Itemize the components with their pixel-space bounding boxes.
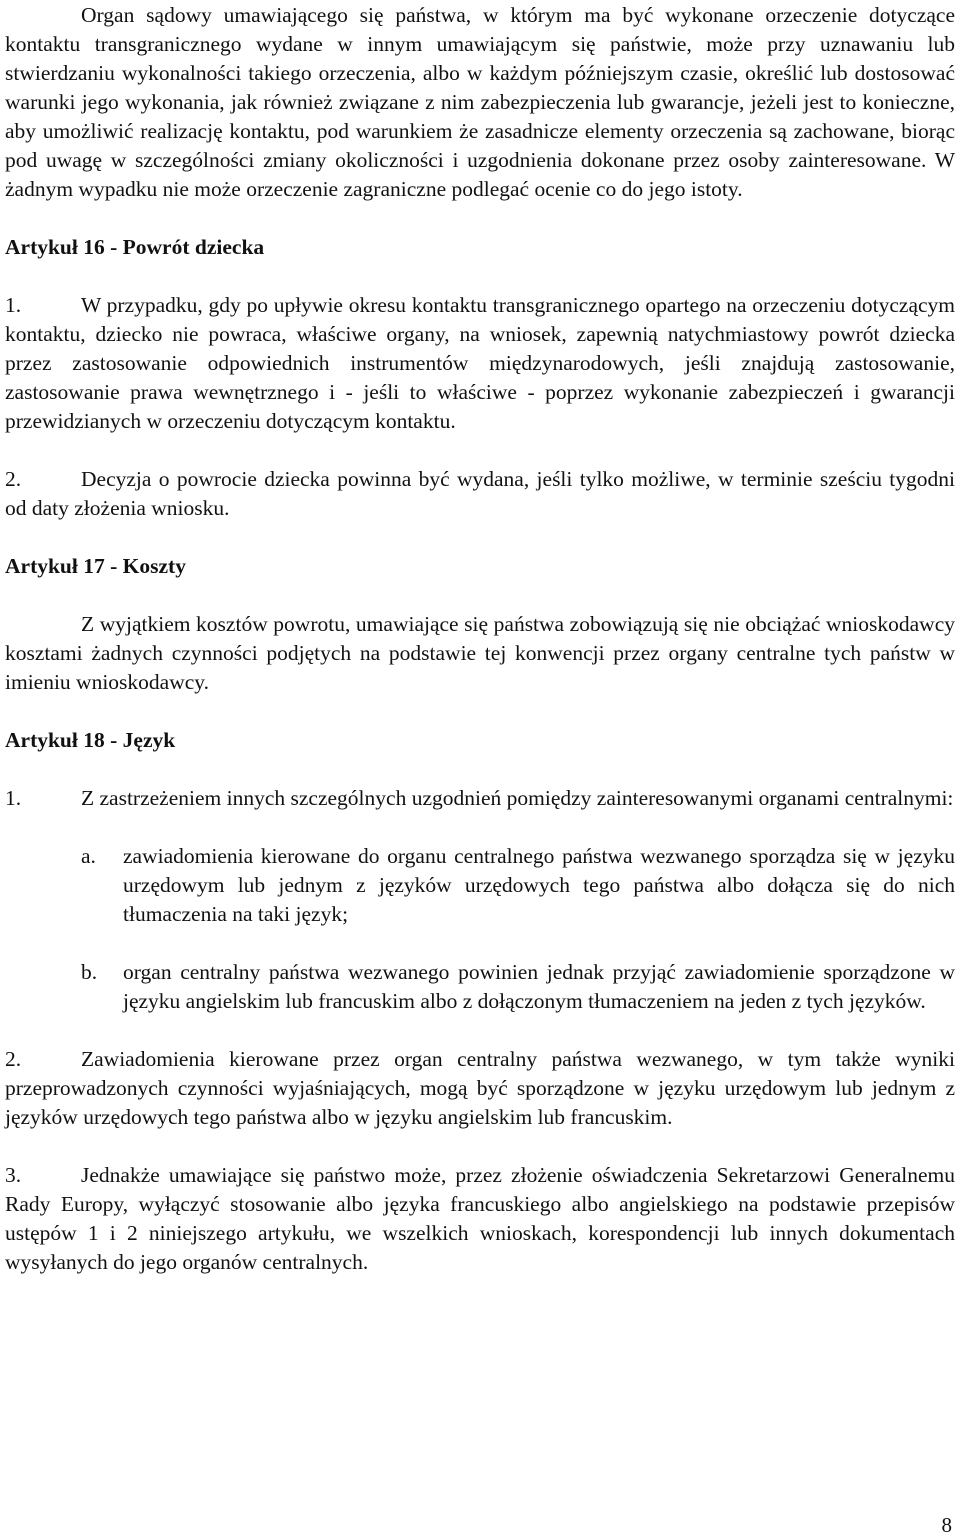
paragraph-text: Z zastrzeżeniem innych szczególnych uzgodnień pomiędzy zainteresowanymi organami centralnymi: (81, 786, 954, 810)
paragraph-number: 3. (5, 1163, 22, 1187)
list-letter: a. (81, 844, 96, 868)
page-number: 8 (941, 1513, 952, 1537)
article-16-paragraph-2 (5, 465, 955, 523)
paragraph-number: 1. (5, 293, 22, 317)
paragraph-number: 2. (5, 1047, 22, 1071)
article-16-paragraph-1 (5, 291, 955, 436)
article-18-paragraph-2 (5, 1045, 955, 1132)
article-18-heading: Artykuł 18 - Język (5, 728, 176, 752)
list-item-a (5, 842, 955, 929)
article-16-heading: Artykuł 16 - Powrót dziecka (5, 235, 265, 259)
intro-paragraph: Organ sądowy umawiającego się państwa, w którym ma być wykonane orzeczenie dotyczące kontaktu transgranicznego wydane w innym umawiającym się państwie, może przy uznawaniu lub stwierdzaniu wykonalności takiego orzeczenia, albo w każdym późniejszym czasie, określić lub dostosować warunki jego wykonania, jak również związane z nim zabezpieczenia lub gwarancje, jeżeli jest to konieczne, aby umożliwić realizację kontaktu, pod warunkiem że zasadnicze elementy orzeczenia są zachowane, biorąc pod uwagę w szczególności zmiany okoliczności i uzgodnienia dokonane przez osoby zainteresowane. W żadnym wypadku nie może orzeczenie zagraniczne podlegać ocenie co do jego istoty. (5, 3, 955, 201)
paragraph-text: Zawiadomienia kierowane przez organ centralny państwa wezwanego, w tym także wyniki przeprowadzonych czynności wyjaśniających, mogą być sporządzone w języku urzędowym lub jednym z języków urzędowych tego państwa albo w języku angielskim lub francuskim. (5, 1047, 955, 1129)
paragraph-number: 1. (5, 786, 22, 810)
paragraph-text: W przypadku, gdy po upływie okresu kontaktu transgranicznego opartego na orzeczeniu dotyczącym kontaktu, dziecko nie powraca, właściwe organy, na wniosek, zapewnią natychmiastowy powrót dziecka przez zastosowanie odpowiednich instrumentów międzynarodowych, jeśli znajdują zastosowanie, zastosowanie prawa wewnętrznego i - jeśli to właściwe - poprzez wykonanie zabezpieczeń i gwarancji przewidzianych w orzeczeniu dotyczącym kontaktu. (5, 293, 955, 433)
paragraph-text: Decyzja o powrocie dziecka powinna być wydana, jeśli tylko możliwe, w terminie sześciu tygodni od daty złożenia wniosku. (5, 467, 955, 520)
document-page (5, 0, 955, 1277)
list-letter: b. (81, 960, 98, 984)
article-17-heading: Artykuł 17 - Koszty (5, 554, 186, 578)
list-item-b (5, 958, 955, 1016)
paragraph-number: 2. (5, 467, 22, 491)
article-17-paragraph: Z wyjątkiem kosztów powrotu, umawiające się państwa zobowiązują się nie obciążać wnioskodawcy kosztami żadnych czynności podjętych na podstawie tej konwencji przez organy centralne tych państw w imieniu wnioskodawcy. (5, 612, 955, 694)
article-18-paragraph-1 (5, 784, 955, 813)
list-text: zawiadomienia kierowane do organu centralnego państwa wezwanego sporządza się w języku urzędowym lub jednym z języków urzędowych tego państwa albo dołącza się do nich tłumaczenia na taki język; (123, 844, 955, 926)
paragraph-text: Jednakże umawiające się państwo może, przez złożenie oświadczenia Sekretarzowi Generalnemu Rady Europy, wyłączyć stosowanie albo języka francuskiego albo angielskiego na podstawie przepisów ustępów 1 i 2 niniejszego artykułu, we wszelkich wnioskach, korespondencji lub innych dokumentach wysyłanych do jego organów centralnych. (5, 1163, 955, 1274)
list-text: organ centralny państwa wezwanego powinien jednak przyjąć zawiadomienie sporządzone w języku angielskim lub francuskim albo z dołączonym tłumaczeniem na jeden z tych języków. (123, 960, 955, 1013)
article-18-paragraph-3 (5, 1161, 955, 1277)
